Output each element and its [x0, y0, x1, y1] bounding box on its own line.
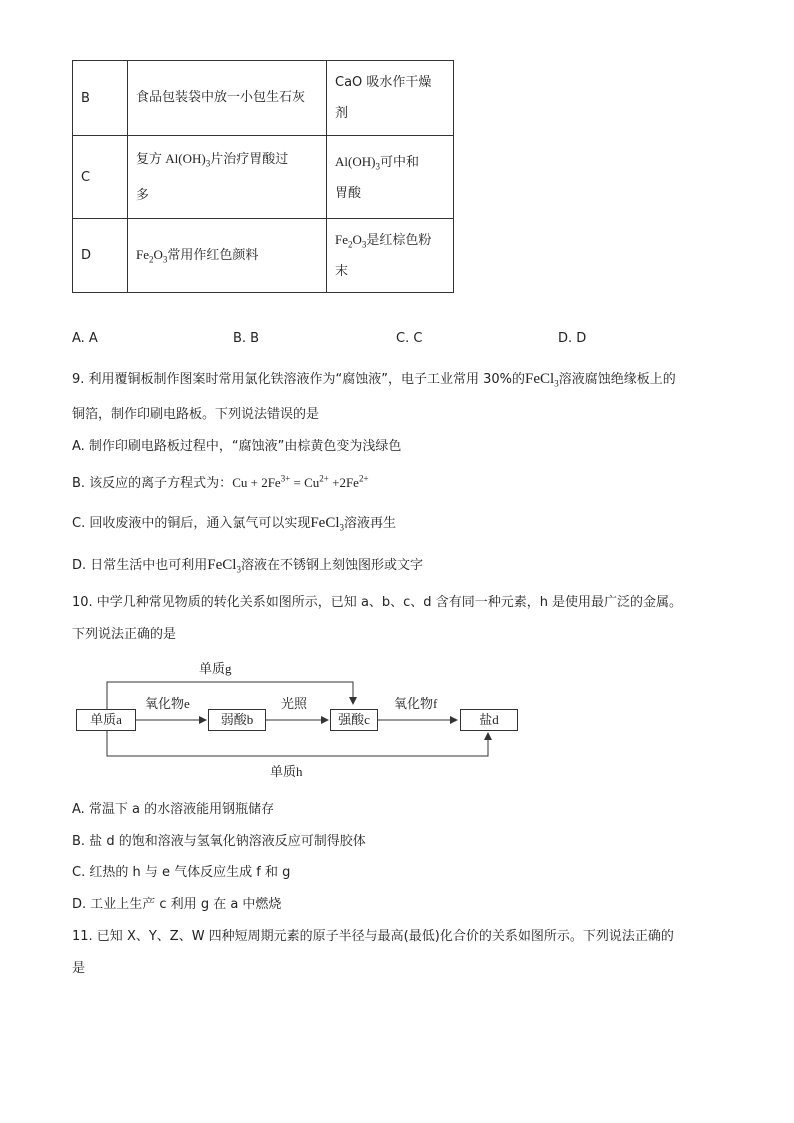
q11-stem-line2: 是 — [72, 961, 86, 976]
table-row — [73, 61, 454, 136]
answer-option-a[interactable]: A. A — [72, 331, 98, 346]
box-c: 强酸c — [330, 709, 378, 731]
table-row — [73, 219, 454, 293]
label-e: 氧化物e — [145, 696, 190, 711]
label-h: 单质h — [270, 764, 303, 779]
q10-stem-line1: 10. 中学几种常见物质的转化关系如图所示，已知 a、b、c、d 含有同一种元素，h 是使用最广泛的金属。 — [72, 595, 683, 610]
label-f: 氧化物f — [394, 696, 438, 711]
arrow-g — [107, 682, 353, 709]
option-cell: B — [73, 61, 128, 136]
conversion-diagram — [72, 655, 532, 785]
q9-option-b[interactable]: B. 该反应的离子方程式为：$Cu + 2Fe^{3+} = Cu^{2+} +2Fe^{2+}$ — [72, 473, 369, 491]
q9-stem-line1: 9. 利用覆铜板制作图案时常用氯化铁溶液作为“腐蚀液”，电子工业常用 30%的FeCl$_3$溶液腐蚀绝缘板上的 — [72, 371, 676, 389]
box-a: 单质a — [76, 709, 136, 731]
options-table — [72, 60, 454, 293]
q9-option-d[interactable]: D. 日常生活中也可利用FeCl$_3$溶液在不锈钢上刻蚀图形或文字 — [72, 557, 423, 575]
answer-option-d[interactable]: D. D — [558, 331, 587, 346]
application-cell: 食品包装袋中放一小包生石灰 — [128, 61, 327, 136]
box-b: 弱酸b — [208, 709, 266, 731]
q10-option-c[interactable]: C. 红热的 h 与 e 气体反应生成 f 和 g — [72, 865, 291, 880]
explanation-cell: $Fe_2O_3$是红棕色粉 末 — [327, 219, 454, 293]
q9-option-c[interactable]: C. 回收废液中的铜后，通入氯气可以实现FeCl$_3$溶液再生 — [72, 515, 397, 533]
q10-option-d[interactable]: D. 工业上生产 c 利用 g 在 a 中燃烧 — [72, 897, 282, 912]
answer-option-b[interactable]: B. B — [233, 331, 260, 346]
label-g: 单质g — [199, 661, 232, 676]
explanation-cell: $Al(OH)_3$可中和 胃酸 — [327, 136, 454, 219]
q10-stem-line2: 下列说法正确的是 — [72, 627, 177, 642]
box-d: 盐d — [460, 709, 518, 731]
application-cell: 复方 $Al(OH)_3$片治疗胃酸过 多 — [128, 136, 327, 219]
explanation-cell: CaO 吸水作干燥 剂 — [327, 61, 454, 136]
q9-option-a[interactable]: A. 制作印刷电路板过程中，“腐蚀液”由棕黄色变为浅绿色 — [72, 439, 402, 454]
q10-option-a[interactable]: A. 常温下 a 的水溶液能用钢瓶储存 — [72, 802, 275, 817]
q9-stem-line2: 铜箔，制作印刷电路板。下列说法错误的是 — [72, 407, 320, 422]
application-cell: $Fe_2O_3$常用作红色颜料 — [128, 219, 327, 293]
arrow-h — [107, 731, 488, 756]
q11-stem-line1: 11. 已知 X、Y、Z、W 四种短周期元素的原子半径与最高(最低)化合价的关系如图所示。下列说法正确的 — [72, 929, 674, 944]
label-light: 光照 — [281, 696, 308, 711]
table-row — [73, 136, 454, 219]
q10-option-b[interactable]: B. 盐 d 的饱和溶液与氢氧化钠溶液反应可制得胶体 — [72, 834, 366, 849]
answer-option-c[interactable]: C. C — [396, 331, 423, 346]
option-cell: C — [73, 136, 128, 219]
option-cell: D — [73, 219, 128, 293]
